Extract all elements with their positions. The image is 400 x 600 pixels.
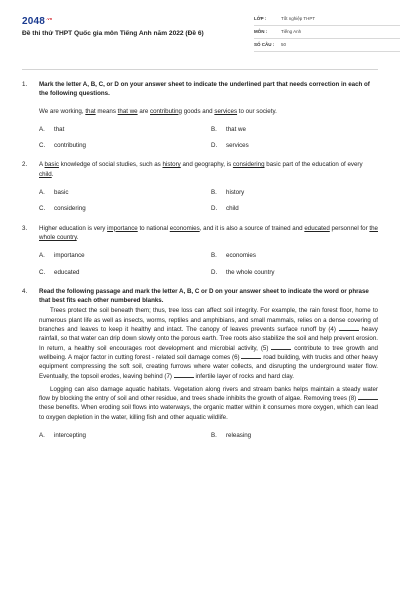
blank-7 — [174, 372, 194, 378]
header-divider — [22, 69, 378, 70]
question-number: 4. — [22, 287, 28, 295]
passage-paragraph — [39, 385, 378, 422]
sentence-text: and geography, is — [180, 161, 233, 169]
question-3 — [22, 224, 378, 277]
exam-title: Đề thi thử THPT Quốc gia môn Tiếng Anh năm 2022 (Đề 6) — [22, 30, 204, 37]
option-text: importance — [54, 252, 85, 260]
option-letter: C. — [39, 268, 46, 276]
meta-label: LỚP : — [254, 15, 267, 21]
sentence-text: basic part of the education of every — [264, 161, 363, 169]
question-sentence — [39, 224, 378, 243]
answer-options — [39, 431, 378, 440]
exam-meta-table — [254, 13, 400, 52]
logo-text: 2048 — [22, 16, 46, 27]
passage-text: heavy rainfall, so that water can drip down slowly onto the porous earth. Tree roots also stabilize the soil and help prevent erosion. In return, a healthy soil encourages root development and microbial activity, (5) — [39, 326, 378, 352]
blank-5 — [271, 344, 291, 350]
option-text: basic — [54, 189, 69, 197]
underlined-word: considering — [232, 161, 265, 169]
option-text: the whole country — [226, 268, 275, 276]
answer-options — [39, 125, 378, 151]
option-letter: A. — [39, 252, 45, 260]
option-letter: C. — [39, 205, 46, 213]
sentence-text: means — [95, 107, 118, 115]
blank-8 — [358, 394, 378, 400]
underlined-word: the whole country — [39, 224, 378, 241]
option-text: that — [54, 125, 65, 133]
option-c[interactable] — [39, 204, 211, 213]
meta-label: MÔN : — [254, 28, 268, 34]
option-d[interactable] — [211, 268, 383, 277]
option-text: contributing — [54, 142, 86, 150]
option-b[interactable] — [211, 431, 383, 440]
question-number: 3. — [22, 224, 28, 232]
option-text: educated — [54, 268, 80, 276]
meta-row-subject — [254, 26, 400, 39]
question-sentence — [39, 160, 378, 179]
option-text: that we — [226, 125, 246, 133]
underlined-word: importance — [107, 224, 138, 232]
underlined-word: economies — [169, 224, 200, 232]
option-letter: B. — [211, 432, 217, 440]
sentence-text: are — [137, 107, 150, 115]
passage-text: road building, with trucks and other heavy equipment compressing the soft soil, creating furrows where water collects, and disrupting the underground water flow. Eventually, the topsoil erodes, leaving behind (7) — [39, 353, 378, 380]
sentence-text: goods and — [182, 107, 215, 115]
question-1 — [22, 80, 378, 150]
option-letter: B. — [211, 125, 217, 133]
option-text: child — [226, 205, 239, 213]
underlined-word: that we — [117, 107, 138, 115]
option-text: considering — [54, 205, 86, 213]
answer-options — [39, 188, 378, 214]
sentence-text: to our society. — [237, 107, 277, 115]
sentence-text: , and it is also a source of trained and — [199, 224, 305, 232]
passage-text: Logging can also damage aquatic habitats. Vegetation along rivers and stream banks helps maintain a steady water flow by blocking the entry of soil and other residue, and trees shade inhibits the growth of algae. Removing trees (8) — [39, 385, 378, 403]
option-text: releasing — [226, 432, 252, 440]
option-letter: B. — [211, 189, 217, 197]
passage-text: infertile layer of rocks and hard clay. — [193, 372, 295, 380]
question-sentence — [39, 107, 378, 116]
option-b[interactable] — [211, 188, 383, 197]
passage-text: contribute to tree growth and wellbeing. A major factor in cutting forest - related soil damage comes (6) — [39, 344, 378, 361]
underlined-word: educated — [304, 224, 330, 232]
option-text: services — [226, 142, 249, 150]
underlined-word: history — [162, 161, 181, 169]
passage-text: Trees protect the soil beneath them; thus, tree loss can affect soil integrity. For example, the rain forest floor, home to numerous plant life as well as insects, worms, reptiles and amphibians, and small mammals, relies on a dense covering of branches and leaves to keep it healthy and intact. The canopy of leaves prevents surface runoff by (4) — [39, 307, 378, 334]
question-instruction: Mark the letter A, B, C, or D on your answer sheet to indicate the underlined part that needs correction in each of the following questions. — [39, 81, 370, 98]
option-text: economies — [226, 252, 256, 260]
option-d[interactable] — [211, 204, 383, 213]
question-instruction: Read the following passage and mark the letter A, B, C or D on your answer sheet to indicate the word or phrase that best fits each other numbered blanks. — [39, 287, 369, 305]
blank-6 — [241, 353, 261, 359]
page-header — [22, 10, 382, 60]
option-text: history — [226, 189, 245, 197]
question-2 — [22, 160, 378, 213]
sentence-text: . — [76, 233, 79, 241]
sentence-text: . — [51, 170, 54, 178]
option-letter: A. — [39, 125, 45, 133]
underlined-word: contributing — [150, 107, 182, 115]
answer-options — [39, 251, 378, 277]
sentence-text: to national — [137, 224, 170, 232]
meta-value: Tốt nghiệp THPT — [281, 15, 316, 21]
meta-row-count — [254, 39, 400, 52]
option-a[interactable] — [39, 431, 211, 440]
option-b[interactable] — [211, 251, 383, 260]
question-list — [22, 80, 378, 450]
underlined-word: services — [214, 107, 238, 115]
option-c[interactable] — [39, 141, 211, 150]
option-letter: C. — [39, 142, 46, 150]
passage-paragraph — [39, 306, 378, 380]
option-b[interactable] — [211, 125, 383, 134]
meta-value: 50 — [281, 41, 287, 47]
option-letter: D. — [211, 142, 218, 150]
blank-4 — [339, 325, 359, 331]
option-letter: A. — [39, 432, 45, 440]
underlined-word: basic — [44, 161, 59, 169]
option-letter: B. — [211, 252, 217, 260]
underlined-word: that — [85, 107, 96, 115]
option-letter: D. — [211, 205, 218, 213]
sentence-text: Higher education is very — [39, 224, 108, 232]
logo-domain: .vn — [46, 15, 53, 21]
meta-label: SỐ CÂU : — [254, 41, 275, 47]
meta-row-class — [254, 13, 400, 26]
sentence-text: A — [39, 161, 45, 169]
passage-text: these benefits. When eroding soil flows into waterways, the organic matter within it consumes more oxygen, which can lead to oxygen depletion in the water, killing fish and other aquatic wildlife. — [39, 404, 378, 421]
option-text: intercepting — [54, 432, 86, 440]
option-d[interactable] — [211, 141, 383, 150]
meta-value: Tiếng Anh — [281, 28, 302, 34]
option-a[interactable] — [39, 188, 211, 197]
option-a[interactable] — [39, 251, 211, 260]
sentence-text: personnel for — [329, 224, 370, 232]
option-c[interactable] — [39, 268, 211, 277]
underlined-word: child — [39, 170, 52, 178]
question-number: 2. — [22, 161, 28, 169]
option-letter: D. — [211, 268, 218, 276]
question-number: 1. — [22, 81, 28, 88]
question-4 — [22, 287, 378, 440]
option-a[interactable] — [39, 125, 211, 134]
option-letter: A. — [39, 189, 45, 197]
sentence-text: knowledge of social studies, such as — [58, 161, 163, 169]
site-logo[interactable] — [22, 14, 52, 29]
sentence-text: We are working, — [39, 107, 86, 115]
